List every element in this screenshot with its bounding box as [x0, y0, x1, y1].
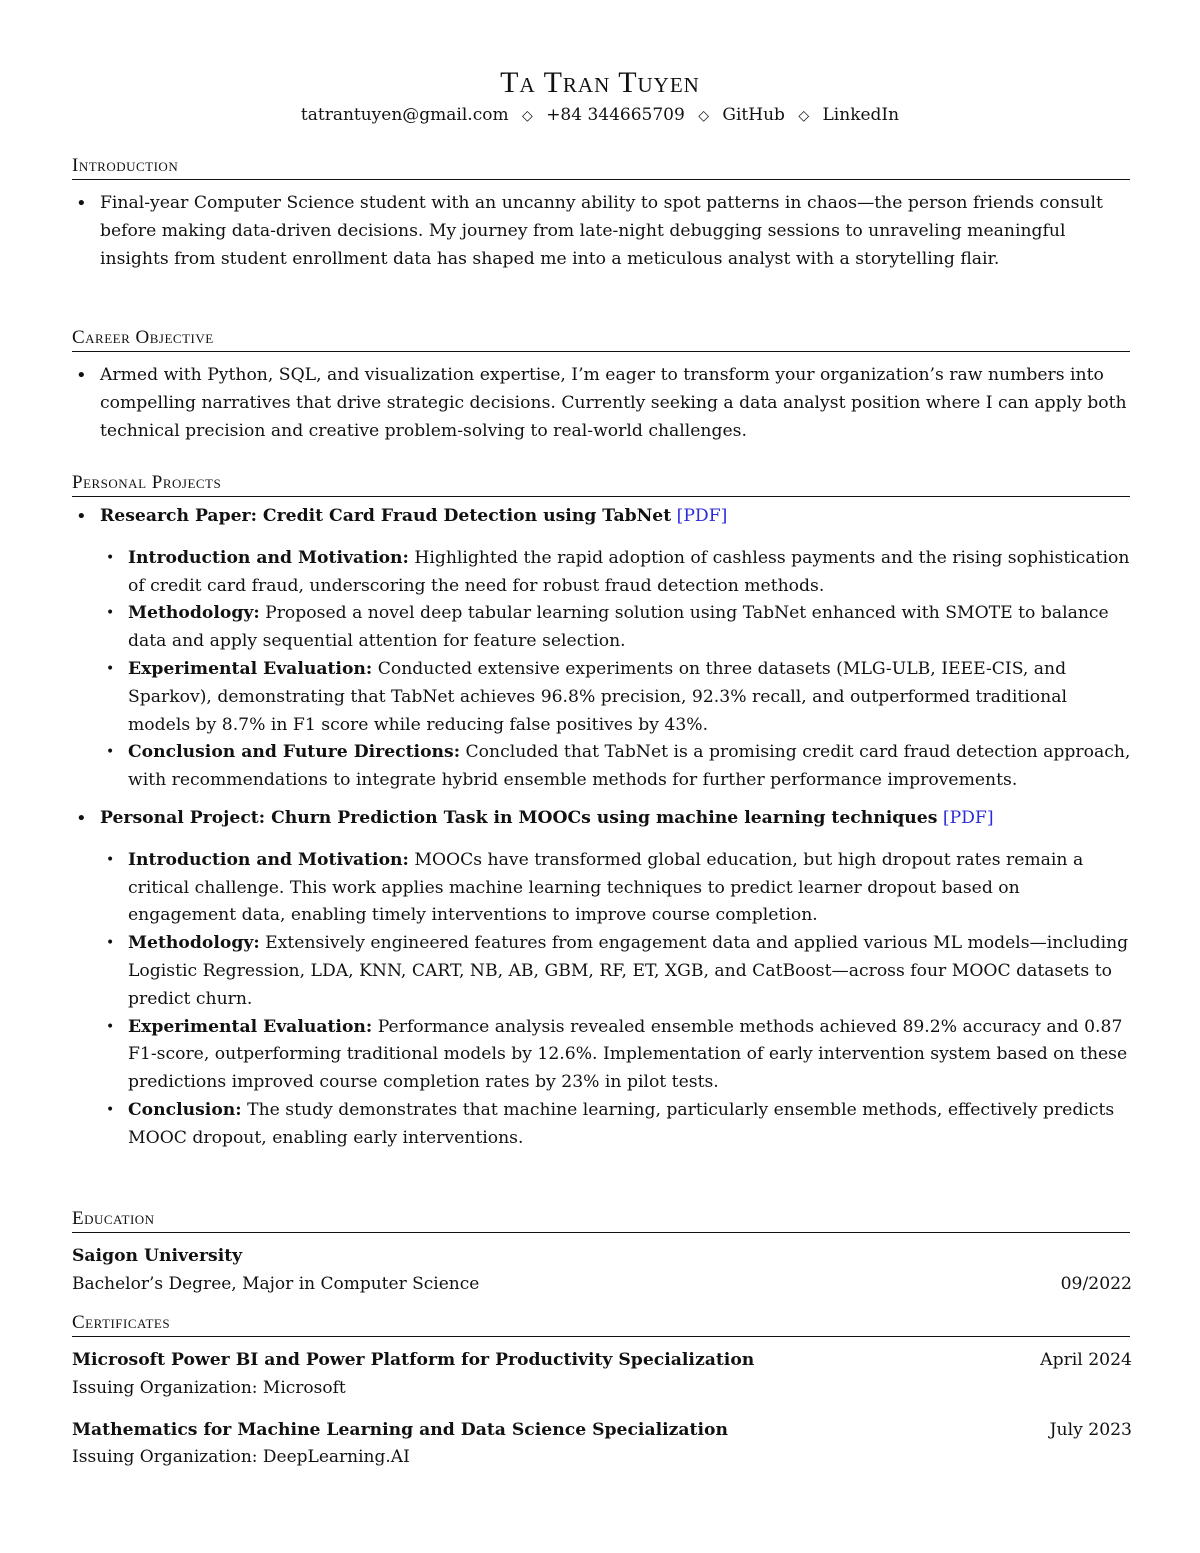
- email-link[interactable]: tatrantuyen@gmail.com: [300, 105, 509, 125]
- point-text: Conducted extensive experiments on three datasets (MLG-ULB, IEEE-CIS, and Sparkov), demonstrating that TabNet achieves 96.8% precision, 92.3% recall, and outperformed traditional models by 8.7% in F1 score while reducing false positives by 43%.: [128, 658, 1067, 735]
- project-point: [100, 656, 1132, 739]
- certificate-row: [72, 1347, 1132, 1375]
- separator-icon: ◇: [698, 108, 709, 124]
- education-row: [72, 1271, 1132, 1299]
- linkedin-link[interactable]: LinkedIn: [822, 105, 900, 125]
- project-point: [100, 1097, 1132, 1153]
- point-text: Concluded that TabNet is a promising credit card fraud detection approach, with recommendations to integrate hybrid ensemble methods for further performance improvements.: [128, 742, 1131, 791]
- point-text: Performance analysis revealed ensemble methods achieved 89.2% accuracy and 0.87 F1-score, outperforming traditional models by 12.6%. Implementation of early intervention system based on these predictions improved course completion rates by 23% in pilot tests.: [128, 1016, 1128, 1093]
- contact-line: [0, 104, 1200, 127]
- certificate-date: April 2024: [1040, 1350, 1132, 1370]
- point-text: MOOCs have transformed global education, but high dropout rates remain a critical challenge. This work applies machine learning techniques to predict learner dropout based on engagement data, enabling timely interventions to improve course completion.: [128, 849, 1084, 926]
- project-point: [100, 847, 1132, 930]
- section-title-certificates: Certificates: [72, 1312, 1130, 1337]
- certificate-row: [72, 1417, 1132, 1445]
- projects-block: [72, 503, 1132, 1163]
- certificates-block: [72, 1347, 1132, 1472]
- section-title-education: Education: [72, 1208, 1130, 1233]
- pdf-link[interactable]: [PDF]: [942, 807, 994, 828]
- school-name: Saigon University: [72, 1246, 243, 1266]
- point-label: Experimental Evaluation:: [128, 1016, 373, 1037]
- objective-block: [72, 362, 1132, 445]
- section-title-objective: Career Objective: [72, 327, 1130, 352]
- point-text: The study demonstrates that machine learning, particularly ensemble methods, effectively predicts MOOC dropout, enabling early interventions.: [128, 1099, 1115, 1148]
- point-label: Conclusion:: [128, 1099, 242, 1120]
- point-text: Highlighted the rapid adoption of cashless payments and the rising sophistication of credit card fraud, underscoring the need for robust fraud detection methods.: [128, 547, 1130, 596]
- certificate-item: [72, 1417, 1132, 1473]
- point-text: Proposed a novel deep tabular learning solution using TabNet enhanced with SMOTE to balance data and apply sequential attention for feature selection.: [128, 603, 1109, 652]
- pdf-link[interactable]: [PDF]: [676, 506, 728, 526]
- introduction-block: [72, 190, 1132, 273]
- point-text: Extensively engineered features from engagement data and applied various ML models—including Logistic Regression, LDA, KNN, CART, NB, AB, GBM, RF, ET, XGB, and CatBoost—across four MOOC datasets to predict churn.: [128, 933, 1129, 1009]
- project-point: [100, 600, 1132, 656]
- project-point: [100, 545, 1132, 601]
- project-heading: Personal Project: Churn Prediction Task in MOOCs using machine learning techniques: [100, 807, 938, 828]
- certificate-org: Issuing Organization: Microsoft: [72, 1377, 346, 1398]
- objective-text: • Armed with Python, SQL, and visualization expertise, I’m eager to transform your organization’s raw numbers into compelling narratives that drive strategic decisions. Currently seeking a data analyst position where I can apply both technical precision and creative problem-solving to real-world challenges.: [72, 362, 1132, 445]
- introduction-text: • Final-year Computer Science student with an uncanny ability to spot patterns in chaos—the person friends consult before making data-driven decisions. My journey from late-night debugging sessions to unraveling meaningful insights from student enrollment data has shaped me into a meticulous analyst with a storytelling flair.: [72, 190, 1132, 273]
- education-date: 09/2022: [1060, 1273, 1132, 1294]
- certificate-date: July 2023: [1049, 1419, 1132, 1440]
- project-item: [72, 503, 1132, 795]
- phone-number: +84 344665709: [546, 105, 685, 125]
- project-point: [100, 739, 1132, 795]
- separator-icon: ◇: [798, 108, 810, 124]
- project-item: [72, 805, 1132, 1153]
- point-label: Experimental Evaluation:: [128, 658, 373, 679]
- section-title-introduction: Introduction: [72, 155, 1130, 180]
- github-link[interactable]: GitHub: [722, 105, 785, 125]
- certificate-item: [72, 1347, 1132, 1403]
- education-block: [72, 1243, 1132, 1299]
- resume-header: [0, 64, 1200, 127]
- point-label: Introduction and Motivation:: [128, 547, 409, 568]
- point-label: Introduction and Motivation:: [128, 849, 409, 870]
- project-point: [100, 930, 1132, 1013]
- project-heading: Research Paper: Credit Card Fraud Detection using TabNet: [100, 506, 672, 526]
- separator-icon: ◇: [522, 108, 533, 124]
- certificate-name: Microsoft Power BI and Power Platform for Productivity Specialization: [72, 1350, 755, 1370]
- point-label: Methodology:: [128, 603, 260, 624]
- degree: Bachelor’s Degree, Major in Computer Science: [72, 1273, 480, 1294]
- point-label: Methodology:: [128, 933, 260, 954]
- certificate-name: Mathematics for Machine Learning and Data Science Specialization: [72, 1419, 728, 1440]
- section-title-projects: Personal Projects: [72, 472, 1130, 497]
- candidate-name: Ta Tran Tuyen: [500, 66, 700, 99]
- certificate-org: Issuing Organization: DeepLearning.AI: [72, 1447, 410, 1468]
- point-label: Conclusion and Future Directions:: [128, 742, 461, 763]
- project-point: [100, 1014, 1132, 1097]
